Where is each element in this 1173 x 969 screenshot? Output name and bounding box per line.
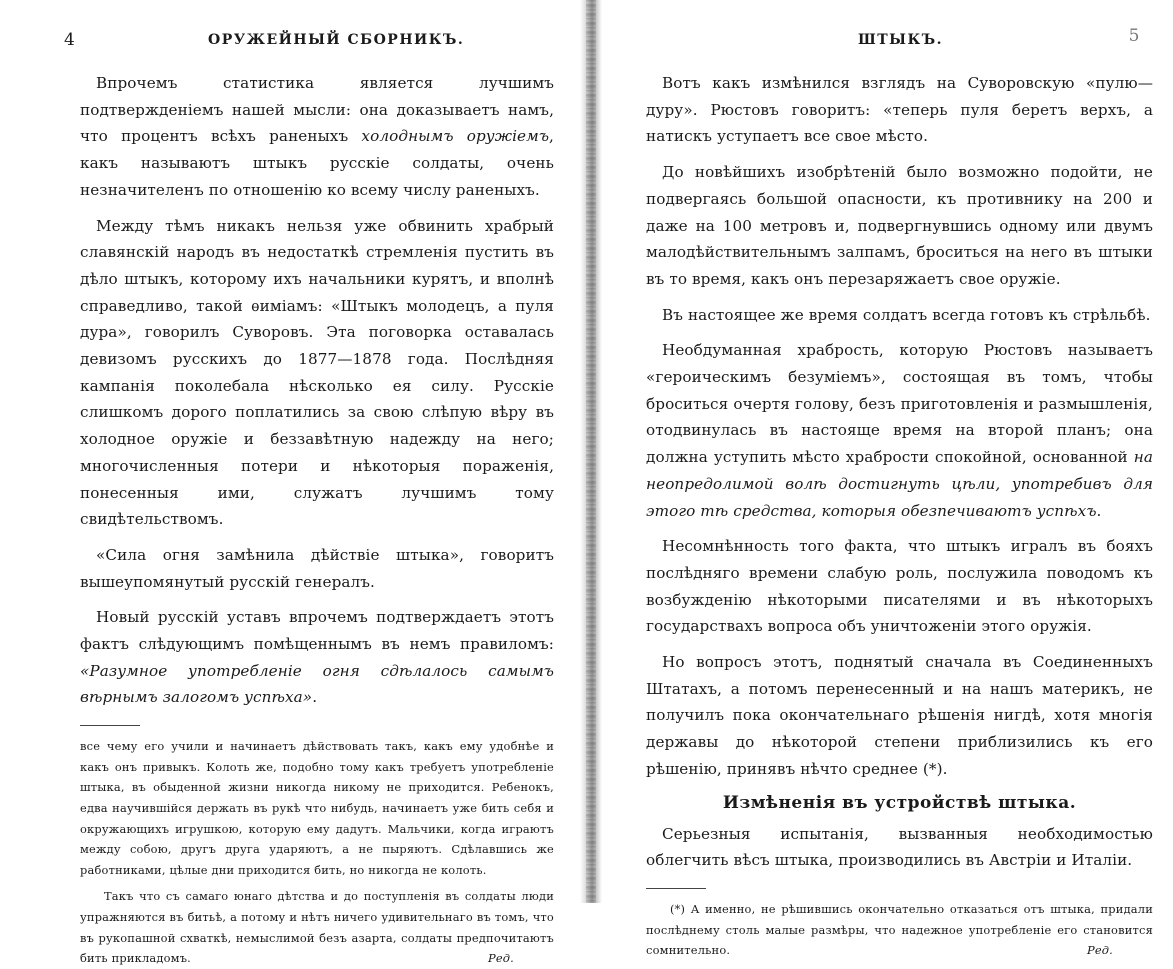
left-page [0, 0, 584, 966]
section-heading: Измѣненія въ устройствѣ штыка. [722, 792, 1077, 813]
right-running-head: ШТЫКЪ. [858, 32, 943, 48]
left-paragraph: Новый русскій уставъ впрочемъ подтверждаетъ этотъ фактъ слѣдующимъ помѣщеннымъ въ немъ правиломъ: «Разумное употребленіе огня сдѣлалось самымъ вѣрнымъ залогомъ успѣха». [80, 608, 554, 707]
right-paragraph: Необдуманная храбрость, которую Рюстовъ называетъ «героическимъ безуміемъ», состоящая въ томъ, чтобы броситься очертя голову, безъ приготовленія и размышленія, отодвинулась въ настояще время на второй планъ; она должна уступить мѣсто храбрости спокойной, основанной на неопредолимой волѣ достигнуть цѣли, употребивъ для этого тѣ средства, которыя обезпечиваютъ успѣхъ. [646, 341, 1153, 520]
right-page [584, 0, 1173, 958]
section-paragraph: Серьезныя испытанія, вызванныя необходимостью облегчить вѣсъ штыка, производились въ Австріи и Италіи. [646, 824, 1153, 870]
right-footnote-signature: Ред. [1086, 943, 1113, 958]
left-header [64, 30, 554, 54]
right-paragraph: До новѣйшихъ изобрѣтеній было возможно подойти, не подвергаясь большой опасности, къ противнику на 200 и даже на 100 метровъ и, подвергнувшись одному или двумъ малодѣйствительнымъ залпамъ, броситься на него въ штыки въ то время, какъ онъ перезаряжаетъ свое оружіе. [646, 163, 1153, 288]
left-page-number: 4 [64, 30, 77, 50]
right-footnote: (*) А именно, не рѣшившись окончательно отказаться отъ штыка, придали послѣднему столь малые размѣры, что надежное употребленіе его становится сомнительно. Ред. [646, 899, 1153, 961]
left-footnote: Такъ что съ самаго юнаго дѣтства и до поступленія въ солдаты люди упражняются въ битьѣ, а потому и нѣтъ ничего удивительнаго въ томъ, что въ рукопашной схваткѣ, немыслимой безъ азарта, солдаты предпочитаютъ бить прикладомъ. Ред. [80, 886, 554, 968]
right-paragraph: Въ настоящее же время солдатъ всегда готовъ къ стрѣльбѣ. [662, 305, 1151, 324]
footnote-divider [646, 888, 706, 889]
right-paragraph: Несомнѣнность того факта, что штыкъ игралъ въ бояхъ послѣдняго времени слабую роль, послужила поводомъ къ возбужденію нѣкоторыми писателями и въ нѣкоторыхъ государствахъ вопроса объ уничтоженіи этого оружія. [646, 537, 1153, 636]
left-paragraph: Между тѣмъ никакъ нельзя уже обвинить храбрый славянскій народъ въ недостаткѣ стремленія пустить въ дѣло штыкъ, которому ихъ начальники курятъ, и вполнѣ справедливо, такой ѳиміамъ: «Штыкъ молодецъ, а пуля дура», говорилъ Суворовъ. Эта поговорка оставалась девизомъ русскихъ до 1877—1878 года. Послѣдняя кампанія поколебала нѣсколько ея силу. Русскіе слишкомъ дорого поплатились за свою слѣпую вѣру въ холодное оружіе и беззавѣтную надежду на него; многочисленныя потери и нѣкоторыя пораженія, понесенныя ими, служатъ лучшимъ тому свидѣтельствомъ. [80, 216, 554, 529]
right-page-number: 5 [1128, 26, 1141, 46]
left-footnote-signature: Ред. [487, 951, 514, 966]
left-paragraph: Впрочемъ статистика является лучшимъ подтвержденіемъ нашей мысли: она доказываетъ намъ, что процентъ всѣхъ раненыхъ холоднымъ оружіемъ, какъ называютъ штыкъ русскіе солдаты, очень незначителенъ по отношенію ко всему числу раненыхъ. [80, 74, 554, 199]
footnote-divider [80, 725, 140, 726]
left-running-head: ОРУЖЕЙНЫЙ СБОРНИКЪ. [208, 32, 465, 48]
left-paragraph: «Сила огня замѣнила дѣйствіе штыка», говоритъ вышеупомянутый русскій генералъ. [80, 545, 554, 591]
right-header [646, 26, 1153, 54]
right-paragraph: Вотъ какъ измѣнился взглядъ на Суворовскую «пулю—дуру». Рюстовъ говоритъ: «теперь пуля беретъ верхъ, а натискъ уступаетъ все свое мѣсто. [646, 74, 1153, 146]
right-paragraph: Но вопросъ этотъ, поднятый сначала въ Соединенныхъ Штатахъ, а потомъ перенесенный и на нашъ материкъ, не получилъ пока окончательнаго рѣшенія нигдѣ, хотя многія державы до нѣкоторой степени приблизились къ его рѣшенію, принявъ нѣчто среднее (*). [646, 653, 1153, 778]
left-footnote: все чему его учили и начинаетъ дѣйствовать такъ, какъ ему удобнѣе и какъ онъ привыкъ. Колоть же, подобно тому какъ требуетъ употребленіе штыка, въ обыденной жизни никогда никому не приходится. Ребенокъ, едва научившійся держать въ рукѣ что нибудь, начинаетъ уже бить себя и окружающихъ игрушкою, которую ему дадутъ. Мальчики, когда играютъ между собою, другъ друга ударяютъ, а не пыряютъ. Сдѣлавшись же работниками, цѣлые дни приходится бить, но никогда не колоть. [80, 739, 554, 877]
